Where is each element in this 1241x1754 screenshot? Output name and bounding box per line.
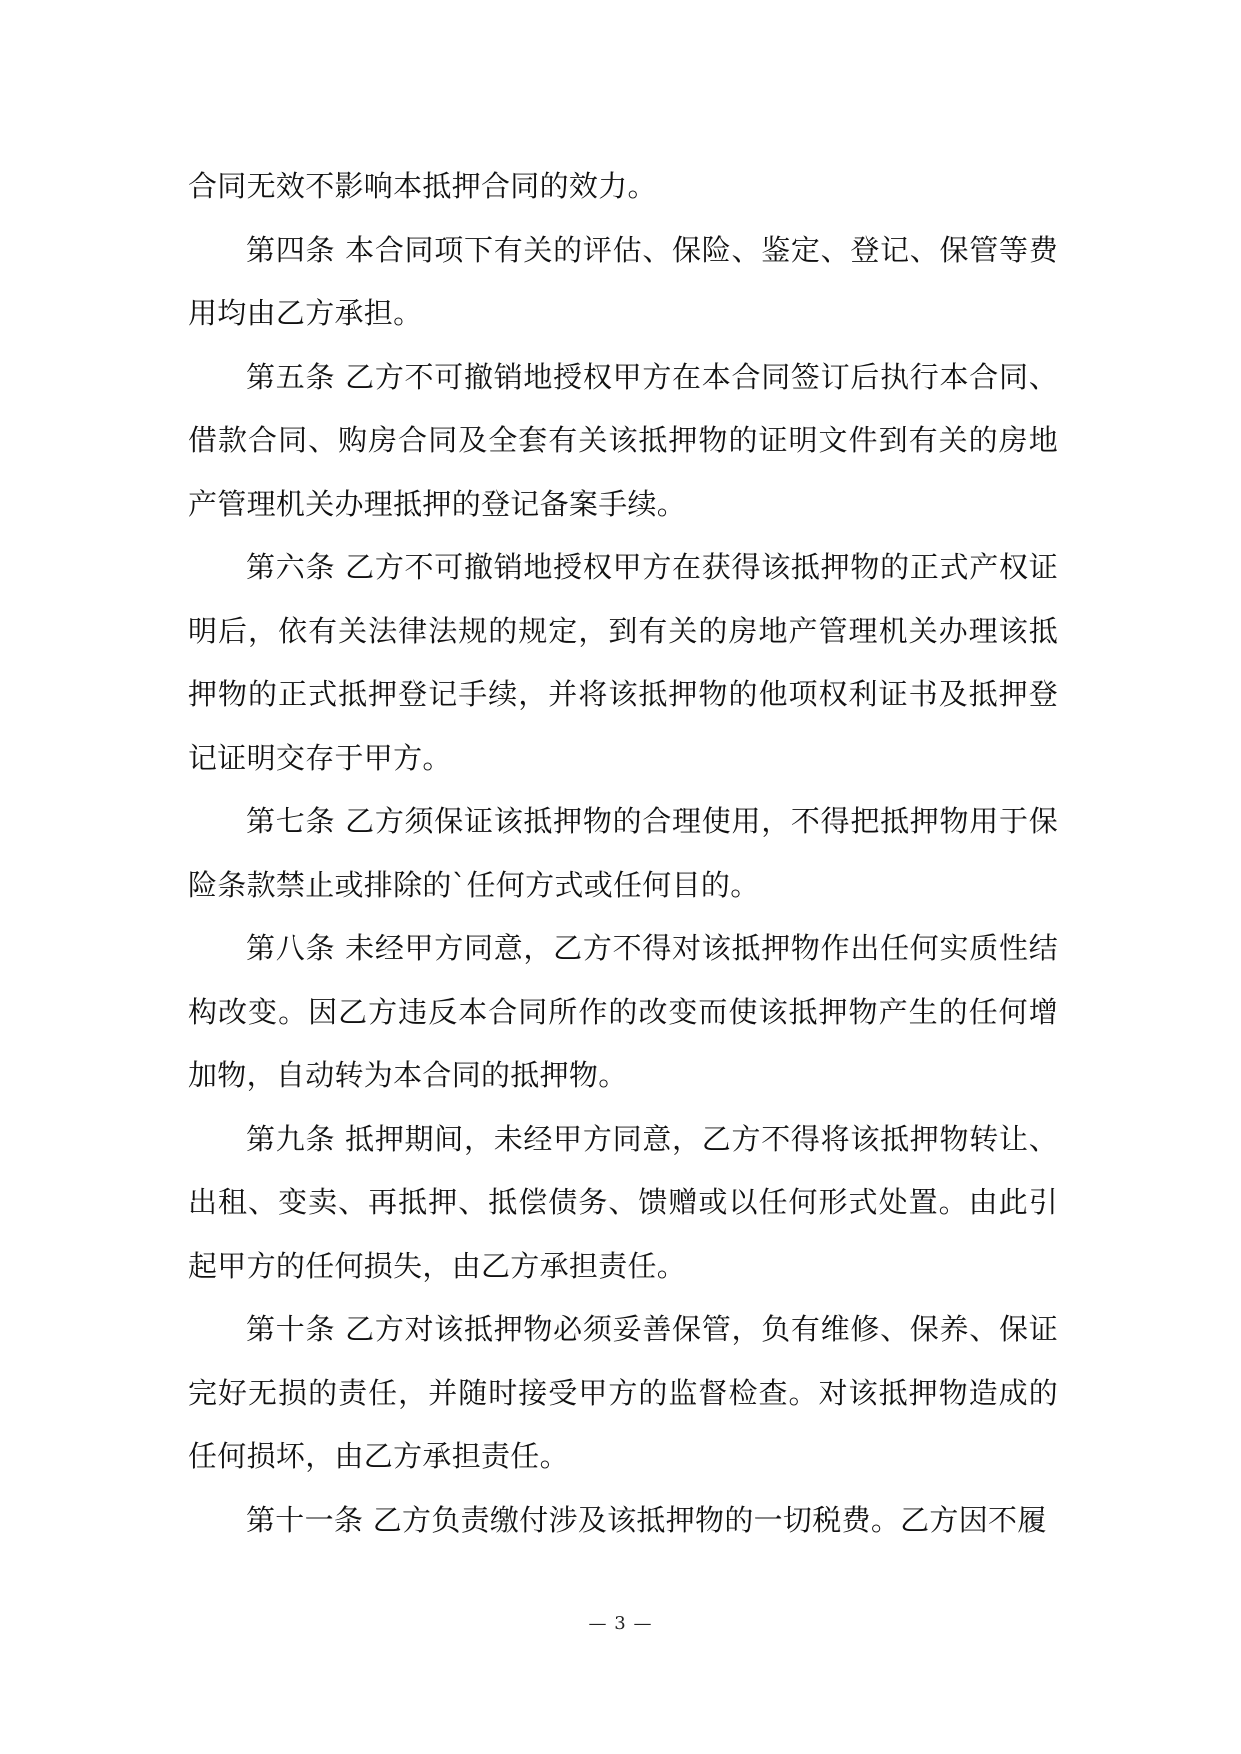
article-10: 第十条 乙方对该抵押物必须妥善保管，负有维修、保养、保证完好无损的责任，并随时接受甲方的监督检查。对该抵押物造成的任何损坏，由乙方承担责任。 [188,1312,1058,1473]
article-9: 第九条 抵押期间，未经甲方同意，乙方不得将该抵押物转让、出租、变卖、再抵押、抵偿债务、馈赠或以任何形式处置。由此引起甲方的任何损失，由乙方承担责任。 [188,1121,1058,1283]
article-7: 第七条 乙方须保证该抵押物的合理使用，不得把抵押物用于保险条款禁止或排除的`任何方式或任何目的。 [188,804,1058,902]
contract-body [188,155,1058,1552]
paragraph-continuation: 合同无效不影响本抵押合同的效力。 [188,169,657,203]
article-4: 第四条 本合同项下有关的评估、保险、鉴定、登记、保管等费用均由乙方承担。 [188,232,1058,330]
article-6: 第六条 乙方不可撤销地授权甲方在获得该抵押物的正式产权证明后，依有关法律法规的规定，到有关的房地产管理机关办理该抵押物的正式抵押登记手续，并将该抵押物的他项权利证书及抵押登记证明交存于甲方。 [188,550,1058,775]
article-11: 第十一条 乙方负责缴付涉及该抵押物的一切税费。乙方因不履 [246,1502,1047,1537]
article-8: 第八条 未经甲方同意，乙方不得对该抵押物作出任何实质性结构改变。因乙方违反本合同所作的改变而使该抵押物产生的任何增加物，自动转为本合同的抵押物。 [188,931,1058,1092]
page-number: — 3 — [588,1613,653,1634]
article-5: 第五条 乙方不可撤销地授权甲方在本合同签订后执行本合同、借款合同、购房合同及全套有关该抵押物的证明文件到有关的房地产管理机关办理抵押的登记备案手续。 [188,359,1058,521]
